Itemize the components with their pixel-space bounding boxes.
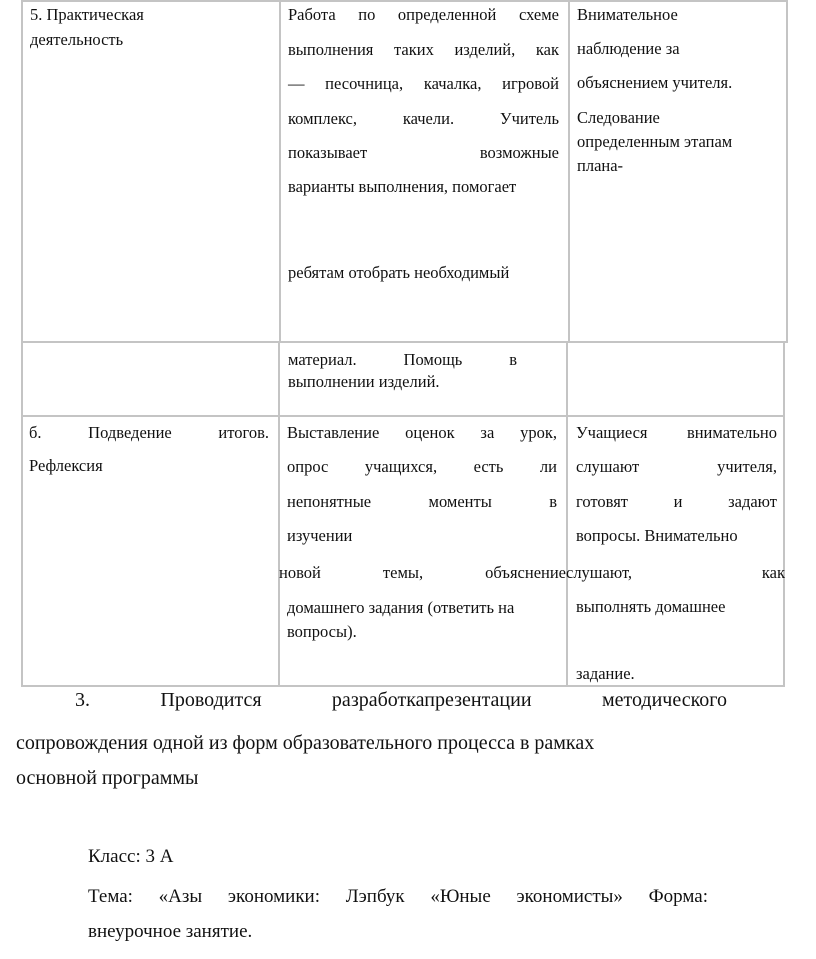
students-cell-text: наблюдение за — [577, 39, 680, 58]
students-cell-text: слушают учителя, — [576, 457, 777, 476]
table-border — [566, 342, 568, 687]
table-border — [279, 0, 281, 342]
teacher-cell-text: изучении — [287, 526, 353, 545]
stage-cell-text: 5. Практическая — [30, 5, 144, 24]
teacher-cell-text: домашнего задания (ответить на — [287, 598, 515, 617]
teacher-cell-text: новой темы, объяснение — [279, 563, 566, 582]
students-cell-text: вопросы. Внимательно — [576, 526, 738, 545]
paragraph-line: основной программы — [16, 767, 199, 789]
students-cell-text: объяснением учителя. — [577, 73, 733, 92]
teacher-cell-text: выполнении изделий. — [288, 372, 440, 391]
students-cell-text: задание. — [576, 664, 635, 683]
stage-cell-text: Рефлексия — [29, 456, 103, 475]
teacher-cell-text: ребятам отобрать необходимый — [288, 263, 510, 282]
students-cell-text: Следование — [577, 108, 660, 127]
teacher-cell-text: показывает возможные — [288, 143, 559, 162]
paragraph-line: 3. Проводится разработкапрезентации методического — [75, 689, 727, 711]
students-cell-text: плана- — [577, 156, 624, 175]
table-border — [21, 685, 785, 687]
students-cell-text: выполнять домашнее — [576, 597, 726, 616]
table-border — [21, 342, 23, 687]
teacher-cell-text: Выставление оценок за урок, — [287, 423, 557, 442]
teacher-cell-text: выполнения таких изделий, как — [288, 40, 559, 59]
topic-line: Тема: «Азы экономики: Лэпбук «Юные экономисты» Форма: — [88, 886, 708, 907]
table-border — [21, 0, 23, 342]
students-cell-text: Учащиеся внимательно — [576, 423, 777, 442]
paragraph-line: сопровождения одной из форм образовательного процесса в рамках — [16, 732, 595, 754]
table-border — [568, 0, 570, 342]
table-border — [783, 342, 785, 687]
table-border — [21, 415, 785, 417]
table-border — [786, 0, 788, 342]
teacher-cell-text: комплекс, качели. Учитель — [288, 109, 559, 128]
teacher-cell-text: материал. Помощь в — [288, 350, 517, 369]
students-cell-text: Внимательное — [577, 5, 678, 24]
stage-cell-text: деятельность — [30, 30, 124, 49]
class-line: Класс: 3 А — [88, 846, 174, 867]
teacher-cell-text: Работа по определенной схеме — [288, 5, 559, 24]
students-cell-text: готовят и задают — [576, 492, 777, 511]
teacher-cell-text: — песочница, качалка, игровой — [288, 74, 559, 93]
table-border — [278, 342, 280, 687]
teacher-cell-text: вопросы). — [287, 622, 357, 641]
students-cell-text: слушают, как — [566, 563, 785, 582]
students-cell-text: определенным этапам — [577, 132, 733, 151]
stage-cell-text: б. Подведение итогов. — [29, 423, 269, 442]
teacher-cell-text: варианты выполнения, помогает — [288, 177, 517, 196]
table-border — [21, 0, 788, 2]
teacher-cell-text: опрос учащихся, есть ли — [287, 457, 557, 476]
teacher-cell-text: непонятные моменты в — [287, 492, 557, 511]
table-border — [21, 341, 788, 343]
topic-line: внеурочное занятие. — [88, 921, 253, 942]
